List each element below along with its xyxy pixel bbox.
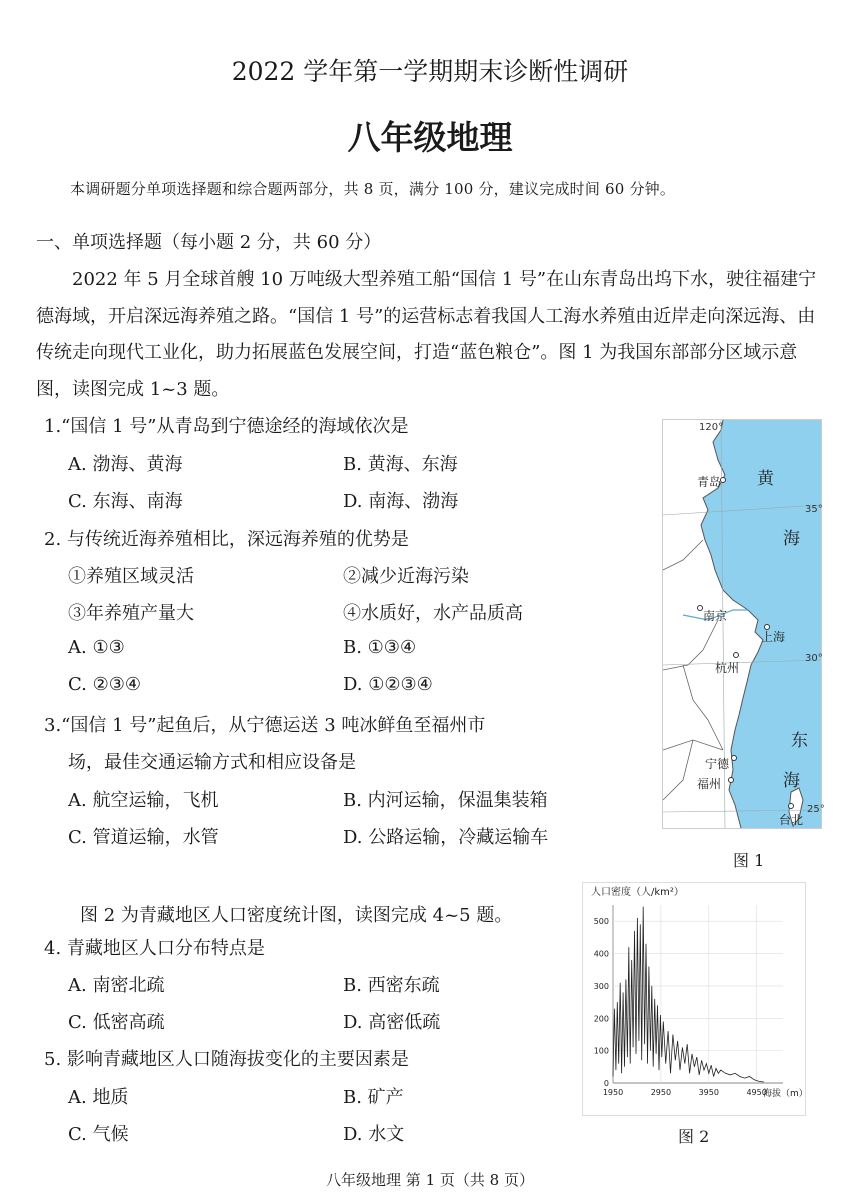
q5-option-d[interactable]: D. 水文 xyxy=(343,1124,405,1145)
chart-ylabel: 人口密度（人/km²） xyxy=(591,887,684,898)
passage-2: 图 2 为青藏地区人口密度统计图，读图完成 4~5 题。 xyxy=(80,905,513,926)
subject-title: 八年级地理 xyxy=(347,118,513,157)
q4-option-c[interactable]: C. 低密高疏 xyxy=(68,1012,165,1033)
city-taibei: 台北 xyxy=(779,813,804,827)
passage-1: 2022 年 5 月全球首艘 10 万吨级大型养殖工船“国信 1 号”在山东青岛出坞下水，驶往福建宁德海域，开启深远海养殖之路。“国信 1 号”的运营标志着我国人工海水养殖由近岸走向深远海、由传统走向现代工业化，助力拓展蓝色发展空间，打造“蓝色粮仓”。图 1 为我国东部部分区域示意图，读图完成 1~3 题。 xyxy=(36,269,817,400)
q5-option-a[interactable]: A. 地质 xyxy=(68,1087,129,1108)
q2-option-a[interactable]: A. ①③ xyxy=(68,637,125,658)
chart-x-tick-label: 3950 xyxy=(698,1088,719,1097)
q2-option-c[interactable]: C. ②③④ xyxy=(68,674,141,695)
chart-y-tick-label: 0 xyxy=(603,1079,609,1088)
q2-option-b[interactable]: B. ①③④ xyxy=(343,637,417,658)
q1-option-a[interactable]: A. 渤海、黄海 xyxy=(68,454,183,475)
q4-option-b[interactable]: B. 西密东疏 xyxy=(343,975,440,996)
sea-label-huang: 黄 xyxy=(757,469,774,489)
figure-1-map xyxy=(662,419,825,829)
city-ningde: 宁德 xyxy=(705,757,730,771)
q3-option-b[interactable]: B. 内河运输，保温集装箱 xyxy=(343,790,548,811)
q3-option-a[interactable]: A. 航空运输，飞机 xyxy=(68,790,219,811)
city-hangzhou: 杭州 xyxy=(715,661,740,675)
figure-2-caption: 图 2 xyxy=(678,1127,710,1146)
q2-item-1: ①养殖区域灵活 xyxy=(68,566,194,587)
section-heading: 一、单项选择题（每小题 2 分，共 60 分） xyxy=(36,232,382,253)
q1-option-c[interactable]: C. 东海、南海 xyxy=(68,491,183,512)
q5-option-c[interactable]: C. 气候 xyxy=(68,1124,129,1145)
question-5-stem: 5. 影响青藏地区人口随海拔变化的主要因素是 xyxy=(44,1049,409,1070)
city-qingdao: 青岛 xyxy=(697,475,722,489)
lat-35-label: 35° xyxy=(805,504,823,515)
question-1-stem: 1.“国信 1 号”从青岛到宁德途经的海域依次是 xyxy=(44,416,409,437)
city-fuzhou: 福州 xyxy=(697,777,722,791)
q3-option-c[interactable]: C. 管道运输，水管 xyxy=(68,827,219,848)
q2-option-d[interactable]: D. ①②③④ xyxy=(343,674,433,695)
chart-y-tick-label: 400 xyxy=(593,949,609,959)
question-3-stem-cont: 场，最佳交通运输方式和相应设备是 xyxy=(68,752,356,773)
question-2-stem: 2. 与传统近海养殖相比，深远海养殖的优势是 xyxy=(44,529,409,550)
exam-intro: 本调研题分单项选择题和综合题两部分，共 8 页，满分 100 分，建议完成时间 60 分钟。 xyxy=(70,180,676,198)
sea-label-hai-2: 海 xyxy=(783,771,800,791)
q5-option-b[interactable]: B. 矿产 xyxy=(343,1087,404,1108)
sea-label-hai-1: 海 xyxy=(783,529,800,549)
city-shanghai: 上海 xyxy=(761,630,786,644)
lat-25-label: 25° xyxy=(807,804,825,815)
chart-series-line xyxy=(613,907,764,1082)
chart-y-tick-label: 200 xyxy=(593,1014,609,1024)
chart-x-tick-label: 1950 xyxy=(602,1088,624,1097)
q1-option-b[interactable]: B. 黄海、东海 xyxy=(343,454,458,475)
chart-x-tick-label: 2950 xyxy=(650,1088,672,1097)
chart-y-tick-label: 100 xyxy=(593,1046,609,1056)
lon-120-label: 120° xyxy=(699,422,724,433)
q4-option-a[interactable]: A. 南密北疏 xyxy=(68,975,165,996)
question-3-stem: 3.“国信 1 号”起鱼后，从宁德运送 3 吨冰鲜鱼至福州市 xyxy=(44,715,486,736)
q4-option-d[interactable]: D. 高密低疏 xyxy=(343,1012,441,1033)
chart-y-tick-label: 500 xyxy=(593,917,609,927)
lat-30-label: 30° xyxy=(805,653,823,664)
q1-option-d[interactable]: D. 南海、渤海 xyxy=(343,491,459,512)
chart-y-tick-label: 300 xyxy=(593,981,609,991)
question-4-stem: 4. 青藏地区人口分布特点是 xyxy=(44,938,265,959)
figure-2-chart xyxy=(582,882,806,1116)
city-nanjing: 南京 xyxy=(703,609,728,623)
exam-title: 2022 学年第一学期期末诊断性调研 xyxy=(231,57,629,86)
figure-1-caption: 图 1 xyxy=(733,851,765,870)
q2-item-2: ②减少近海污染 xyxy=(343,566,469,587)
chart-x-tick-label: 4950 xyxy=(746,1088,767,1097)
page-footer: 八年级地理 第 1 页（共 8 页） xyxy=(326,1171,534,1189)
sea-label-dong: 东 xyxy=(791,731,808,751)
chart-xlabel: 海拔（m） xyxy=(763,1089,808,1099)
population-density-chart xyxy=(583,883,808,1115)
q2-item-4: ④水质好，水产品质高 xyxy=(343,603,523,624)
q2-item-3: ③年养殖产量大 xyxy=(68,603,194,624)
q3-option-d[interactable]: D. 公路运输，冷藏运输车 xyxy=(343,827,549,848)
